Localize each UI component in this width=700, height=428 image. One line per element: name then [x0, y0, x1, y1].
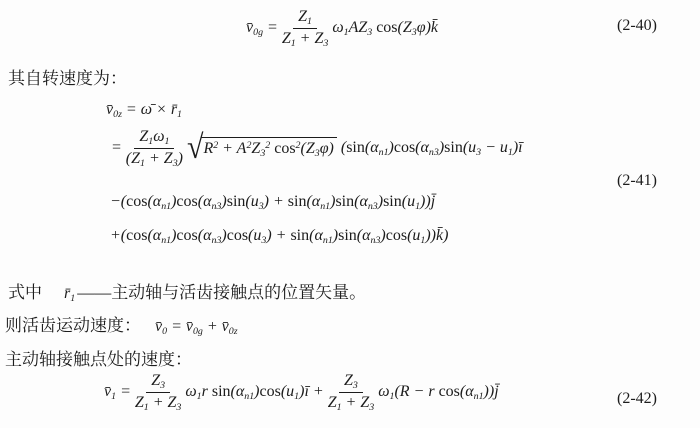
where-description: 主动轴与活齿接触点的位置矢量。 — [111, 283, 367, 302]
eq41-line3-text: $-(\cos(\alpha_{n1})\cos(\alpha_{n3})\sin(u_3)$ + $\sin(\alpha_{n1})\sin(\alpha_{n3})\sin(u_1))j̄$ — [110, 193, 436, 212]
contact-point-speed-label-text: 主动轴接触点处的速度： — [5, 350, 192, 369]
formula-2-41-line3 — [110, 193, 435, 212]
eq41-radicand: $R^2 + A^2Z_3^2$ $\cos^2(Z_3\varphi)$ — [201, 137, 336, 159]
eq41-equals-sign: = — [111, 139, 122, 157]
eq42-lhs: $v̄_1$ = — [104, 382, 131, 402]
eq40-frac-numerator: $Z_1$ — [293, 8, 317, 29]
eq42-frac2-denominator: $Z_1 + Z_3$ — [327, 393, 375, 413]
eq41-fraction — [126, 128, 183, 169]
eq41-line4-text: $+(\cos(\alpha_{n1})\cos(\alpha_{n3})\cos(u_3)$ + $\sin(\alpha_{n1})\sin(\alpha_{n3})\cos(u_1))k̄$) — [110, 227, 449, 246]
eq40-fraction — [282, 8, 329, 49]
eq41-line1-text: $v̄_{0z}$ = ω̄ × $r̄_1$ — [106, 101, 182, 120]
eq41-line2-tail: ($\sin(\alpha_{n1})\cos(\alpha_{n3})\sin(u_3$ − $u_1)ī$ — [340, 138, 523, 158]
eq42-frac2-numerator: $Z_3$ — [339, 372, 363, 393]
eq42-frac1-denominator: $Z_1 + Z_3$ — [134, 393, 182, 413]
formula-2-41-line2 — [111, 128, 523, 169]
equation-number-2-41: (2-41) — [617, 172, 657, 189]
motion-speed-label: 则活齿运动速度： — [5, 316, 141, 335]
eq40-frac-denominator: $Z_1 + Z_3$ — [281, 29, 329, 49]
eq41-square-root — [186, 129, 337, 167]
equation-number-2-40: (2-40) — [617, 17, 657, 34]
formula-2-40 — [246, 8, 438, 49]
where-symbol: $r̄_1$ — [64, 285, 76, 304]
formula-2-41-line1 — [106, 101, 182, 120]
contact-point-speed-label — [5, 345, 192, 370]
eq42-plus-sign: + — [312, 383, 324, 401]
eq41-frac-denominator: $(Z_1 + Z_3)$ — [125, 149, 183, 169]
equation-number-2-42: (2-42) — [617, 390, 657, 407]
rotation-speed-label — [8, 64, 127, 89]
eq42-fraction-1 — [135, 372, 182, 413]
eq42-fraction-2 — [328, 372, 375, 413]
motion-speed-equation: $v̄_0$ = $v̄_{0g}$ + $v̄_{0z}$ — [155, 318, 238, 337]
rotation-speed-label-text: 其自转速度为： — [8, 69, 127, 88]
eq40-lhs: $v̄_{0g}$ = — [246, 18, 278, 38]
eq42-frac1-numerator: $Z_3$ — [146, 372, 170, 393]
where-clause-line — [8, 278, 366, 304]
motion-speed-line — [5, 311, 238, 337]
where-prefix: 式中 — [8, 283, 42, 302]
eq40-rhs: $\omega_1AZ_3$ $\cos(Z_3\varphi)k̄$ — [332, 18, 438, 38]
formula-2-42 — [104, 372, 499, 413]
eq42-middle-term: $\omega_1r$ $\sin(\alpha_{n1})\cos(u_1)ī$ — [185, 382, 309, 402]
radical-sign-icon: √ — [186, 129, 204, 167]
eq41-frac-numerator: $Z_1\omega_1$ — [134, 128, 174, 149]
formula-2-41-line4 — [110, 227, 448, 246]
eq42-tail-term: $\omega_1(R - r$ $\cos(\alpha_{n1}))j̄$ — [378, 382, 499, 402]
where-dash: —— — [77, 283, 112, 302]
